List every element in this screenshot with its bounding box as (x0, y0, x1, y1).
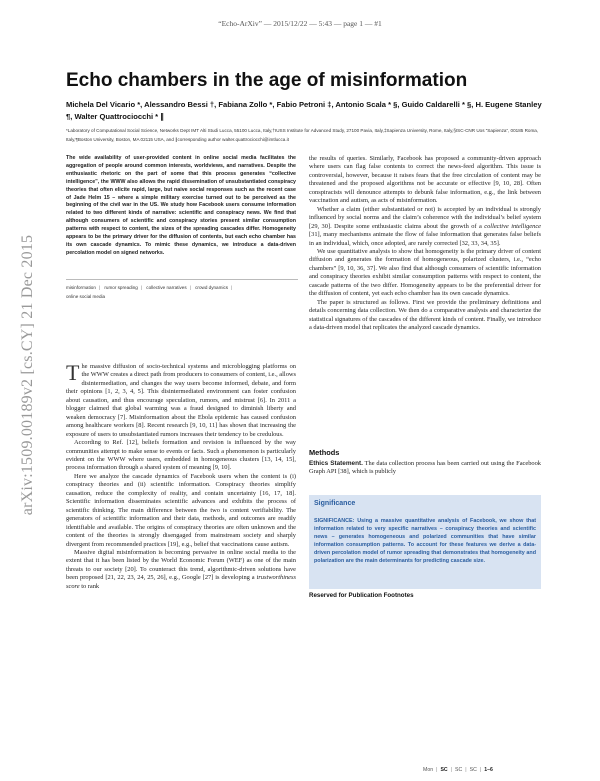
body-right-column (309, 155, 541, 333)
keyword: crowd dynamics (195, 285, 229, 290)
significance-box (309, 495, 541, 589)
arxiv-identifier: arXiv:1509.00189v2 [cs.CY] 21 Dec 2015 (19, 234, 36, 516)
paragraph: Massive digital misinformation is becoming pervasive in online social media to the extent that it has been listed by the World Economic Forum (WEF) as one of the main threats to our society [20]. To counteract this trend, algorithmic-driven solutions have been proposed [21, 22, 23, 24, 25, 26], e.g., Google [27] is developing a trustworthiness score to rank (66, 548, 296, 590)
paragraph: Here we analyze the cascade dynamics of Facebook users when the content is (i) conspiracy theories and (ii) scientific information. Conspiracy theories simplify causation, reduce the complexity of reality, and contain uncertainty [16, 17, 18]. Scientific information disseminates scientific advances and exhibits the process of scientific thinking. The main difference between the two is content verifiability. The generators of scientific information and their data, methods, and outcomes are readily identifiable and available. The origins of conspiracy theories are often unknown and the content of the theories is strongly disengaged from mainstream society and sharply divergent from recommended practices [19], e.g., belief that vaccinations cause autism. (66, 472, 296, 548)
arxiv-sidebar (8, 140, 48, 610)
paragraph: the results of queries. Similarly, Facebook has proposed a community-driven approach where users can flag false contents to correct the news-feed algorithm. This issue is controversial, however, because it raises fears that the free circulation of content may be threatened and the proposed algorithms not be accurate or effective [9, 10, 28]. Often conspiracists will denounce attempts to debunk false information, e.g., the link between vaccination and autism, as acts of misinformation. (309, 155, 541, 205)
affiliations: *Laboratory of Computational Social Science, Networks Dept IMT Alti Studi Lucca, 55100 Lucca, Italy,†IUSS Institute for Advanced Study, 27100 Pavia, Italy,‡Sapienza University, Rome, Italy,§ISC-CNR Uos “Sapienza”, 00185 Roma, Italy,¶Boston University, Boston, MA 02115 USA, and ∥corresponding author walter.quattrociocchi@imtlucca.it (66, 128, 539, 142)
drop-cap: T (66, 360, 80, 385)
methods-text: Ethics Statement. The data collection process has been carried out using the Facebook Graph API [38], which is publicly (309, 460, 541, 476)
paragraph: We use quantitative analysis to show that homogeneity is the primary driver of content diffusion and generates the formation of homogeneous, polarized clusters, i.e., “echo chambers” [9, 10, 36, 37]. We also find that although consumers of scientific information and conspiracy theories exhibit similar consumption patterns with respect to content, the cascade patterns of the two differ. Homogeneity appears to be the preferential driver for the diffusion of content, yet each echo chamber has its own cascade dynamics. (309, 247, 541, 298)
keyword: rumor spreading (104, 285, 138, 290)
methods-heading: Methods (309, 448, 340, 457)
paper-title: Echo chambers in the age of misinformation (66, 70, 468, 91)
significance-text: SIGNIFICANCE: Using a massive quantitative analysis of Facebook, we show that information related to very specific narratives – conspiracy theories and scientific news – generates homogeneous and polarized communities that have similar information consumption patterns. To account for these features we derive a data-driven percolation model of rumor spreading that demonstrates that homogeneity and polarization are the main determinants for predicting cascade size. (314, 518, 536, 564)
author-list: Michela Del Vicario *, Alessandro Bessi †, Fabiana Zollo *, Fabio Petroni ‡, Antonio Scala * §, Guido Caldarelli * §, H. Eugene Stanley ¶, Walter Quattrociocchi * ∥ (66, 100, 542, 121)
keyword: collective narratives (146, 285, 187, 290)
paragraph: According to Ref. [12], beliefs formation and revision is influenced by the way communities attempt to make sense to events or facts. Such a phenomenon is particularly evident on the WWW where users, embedded in homogeneous clusters [13, 14, 15], process information through a shared system of meaning [9, 10]. (66, 439, 296, 472)
paragraph: Whether a claim (either substantiated or not) is accepted by an individual is strongly influenced by social norms and the claim’s coherence with the individual’s belief system [29, 30]. Despite some enthusiastic claims about the growth of a collective intelligence [31], many mechanisms animate the flow of false information that generates false beliefs in an individual, which, once adopted, are rarely corrected [32, 33, 34, 35]. (309, 205, 541, 247)
significance-title: Significance (314, 500, 356, 507)
running-header: “Echo-ArXiv” — 2015/12/22 — 5:43 — page 1 — #1 (218, 19, 382, 28)
paragraph: The paper is structured as follows. First we provide the preliminary definitions and details concerning data collection. We then do a comparative analysis and characterize the statistical signatures of the cascades of the different kinds of content. Finally, we introduce a data-driven model that replicates the analyzed cascade dynamics. (309, 298, 541, 332)
intro-paragraph: The massive diffusion of socio-technical systems and microblogging platforms on the WWW creates a direct path from producers to consumers of content, i.e., allows disintermediation, and changes the way users become informed, debate, and form their opinions [1, 2, 3, 4, 5]. This disintermediated environment can foster confusion about causation, and thus encourage speculation, rumors, and mistrust [6]. In 2011 a blogger claimed that global warming was a fraud designed to diminish liberty and weaken democracy [7]. Misinformation about the Ebola epidemic has caused confusion among healthcare workers [8]. Recent research [9, 10, 11] has shown that increasing the exposure of users to unsubstantiated rumors increases their tendency to be credulous. (66, 360, 296, 438)
page-footer: Mon | SC | SC | SC | 1–6 (423, 767, 493, 773)
keywords: misinformation | rumor spreading | collective narratives | crowd dynamics | online social media (66, 279, 298, 301)
keyword: online social media (66, 294, 106, 299)
abstract: The wide availability of user-provided content in online social media facilitates the aggregation of people around common interests, worldviews, and narratives. Despite the enthusiastic rhetoric on the part of some that this process generates “collective intelligence”, the WWW also allows the rapid dissemination of unsubstantiated conspiracy theories that often elicite rapid, large, but naive social responses such as the recent case of Jade Helm 15 – where a simple military exercise turned out to be perceived as the beginning of the civil war in the US. We study how Facebook users consume information related to two different kinds of narrative: scientific and conspiracy news. We find that although consumers of scientific and conspiracy stories present similar consumption patterns with respect to content, the sizes of the spreading cascades differ. Homogeneity appears to be the primary driver for the diffusion of contents, but each echo chamber has its own cascade dynamics. To mimic these dynamics, we introduce a data-driven percolation model on signed networks. (66, 155, 296, 256)
keyword: misinformation (66, 285, 96, 290)
body-left-column (66, 360, 296, 591)
reserved-footnotes: Reserved for Publication Footnotes (309, 592, 414, 599)
